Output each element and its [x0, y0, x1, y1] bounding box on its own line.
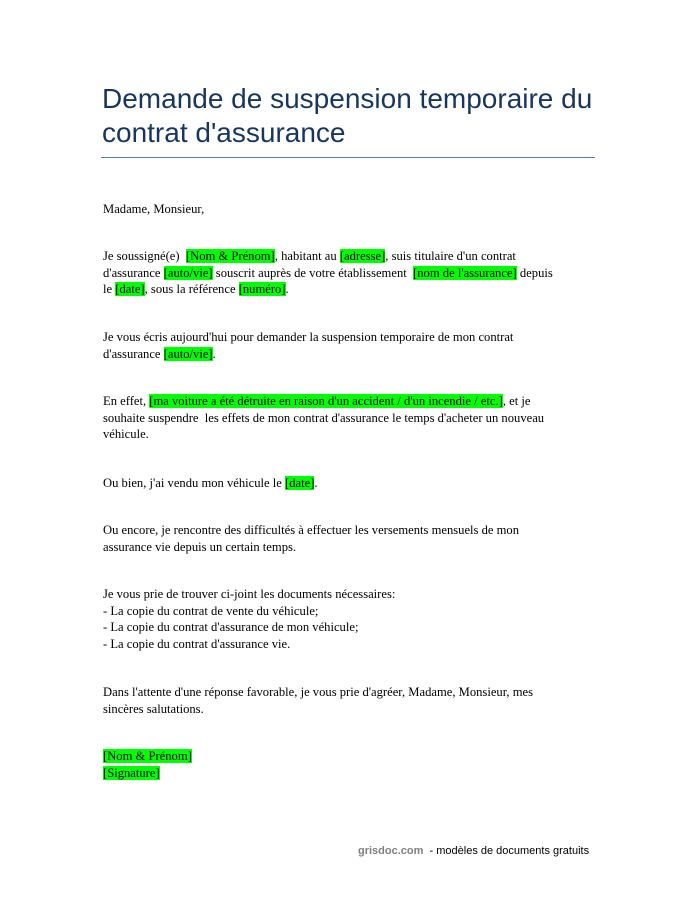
footer-tagline: - modèles de documents gratuits [423, 845, 590, 857]
text-line [103, 586, 603, 603]
text-line [103, 201, 603, 218]
text-line [103, 701, 603, 718]
closing-paragraph [103, 684, 603, 717]
text-segment: assurance vie depuis un certain temps. [103, 539, 297, 554]
signature-block [103, 748, 603, 781]
placeholder-field: [date] [115, 282, 145, 296]
text-segment: , et je [502, 394, 531, 408]
placeholder-field: [Nom & Prénom] [103, 749, 192, 763]
placeholder-field: [auto/vie] [163, 265, 213, 280]
title-divider [101, 157, 595, 158]
text-line [103, 393, 603, 410]
text-segment: - La copie du contrat d'assurance de mon véhicule; [103, 620, 359, 634]
text-segment: , habitant au [274, 249, 340, 263]
text-line [103, 765, 603, 782]
text-line [103, 329, 603, 346]
text-segment: Ou encore, je rencontre des difficultés à effectuer les versements mensuels de mon [103, 523, 520, 537]
text-segment: Madame, Monsieur, [103, 202, 205, 216]
text-line [103, 265, 603, 282]
text-segment: . [212, 346, 216, 361]
text-segment: , sous la référence [144, 282, 239, 296]
title-line: Demande de suspension temporaire du [102, 83, 593, 114]
footer-brand: grisdoc.com [358, 845, 424, 857]
attachments-paragraph [103, 586, 603, 652]
text-line [103, 539, 603, 556]
text-segment: . [314, 476, 318, 490]
footer [358, 845, 589, 857]
request-paragraph [103, 329, 603, 362]
text-segment: Je soussigné(e) [103, 249, 186, 263]
text-segment: . [285, 282, 289, 296]
text-line [103, 603, 603, 620]
document-title [102, 82, 602, 150]
placeholder-field: [adresse] [339, 249, 386, 263]
text-segment: Je vous prie de trouver ci-joint les documents nécessaires: [103, 587, 396, 601]
text-line [103, 426, 603, 443]
placeholder-field: [date] [285, 476, 315, 490]
title-line: contrat d'assurance [102, 117, 346, 148]
text-segment: - La copie du contrat d'assurance vie. [103, 636, 291, 651]
text-line [103, 410, 603, 427]
placeholder-field: [numéro] [238, 282, 286, 296]
reason-paragraph [103, 393, 603, 443]
text-segment: véhicule. [103, 427, 149, 441]
placeholder-field: [ma voiture a été détruite en raison d'un accident / d'un incendie / etc.] [149, 394, 503, 408]
text-segment: le [103, 282, 116, 296]
text-line [103, 522, 603, 539]
sale-paragraph [103, 475, 603, 492]
placeholder-field: [Signature] [103, 765, 160, 780]
text-line [103, 248, 603, 265]
text-line [103, 748, 603, 765]
text-segment: d'assurance [103, 346, 164, 361]
text-segment: , suis titulaire d'un contrat [385, 249, 516, 263]
text-line [103, 475, 603, 492]
text-line [103, 684, 603, 701]
text-segment: d'assurance [103, 265, 164, 280]
text-line [103, 346, 603, 363]
text-segment: souhaite suspendre les effets de mon contrat d'assurance le temps d'acheter un nouveau [103, 410, 545, 425]
placeholder-field: [auto/vie] [163, 346, 213, 361]
text-segment: En effet, [103, 394, 150, 408]
text-segment: Ou bien, j'ai vendu mon véhicule le [103, 476, 286, 490]
text-segment: sincères salutations. [103, 701, 204, 716]
text-line [103, 636, 603, 653]
text-line [103, 281, 603, 298]
text-segment: Je vous écris aujourd'hui pour demander la suspension temporaire de mon contrat [103, 330, 514, 344]
placeholder-field: [Nom & Prénom] [185, 249, 275, 263]
text-segment: - La copie du contrat de vente du véhicule; [103, 603, 319, 618]
intro-paragraph [103, 248, 603, 298]
text-segment: Dans l'attente d'une réponse favorable, je vous prie d'agréer, Madame, Monsieur, mes [103, 685, 533, 699]
text-line [103, 619, 603, 636]
text-segment: souscrit auprès de votre établissement [212, 265, 414, 280]
difficulty-paragraph [103, 522, 603, 555]
salutation [103, 201, 603, 218]
text-segment: depuis [516, 265, 553, 280]
placeholder-field: [nom de l'assurance] [413, 265, 517, 280]
